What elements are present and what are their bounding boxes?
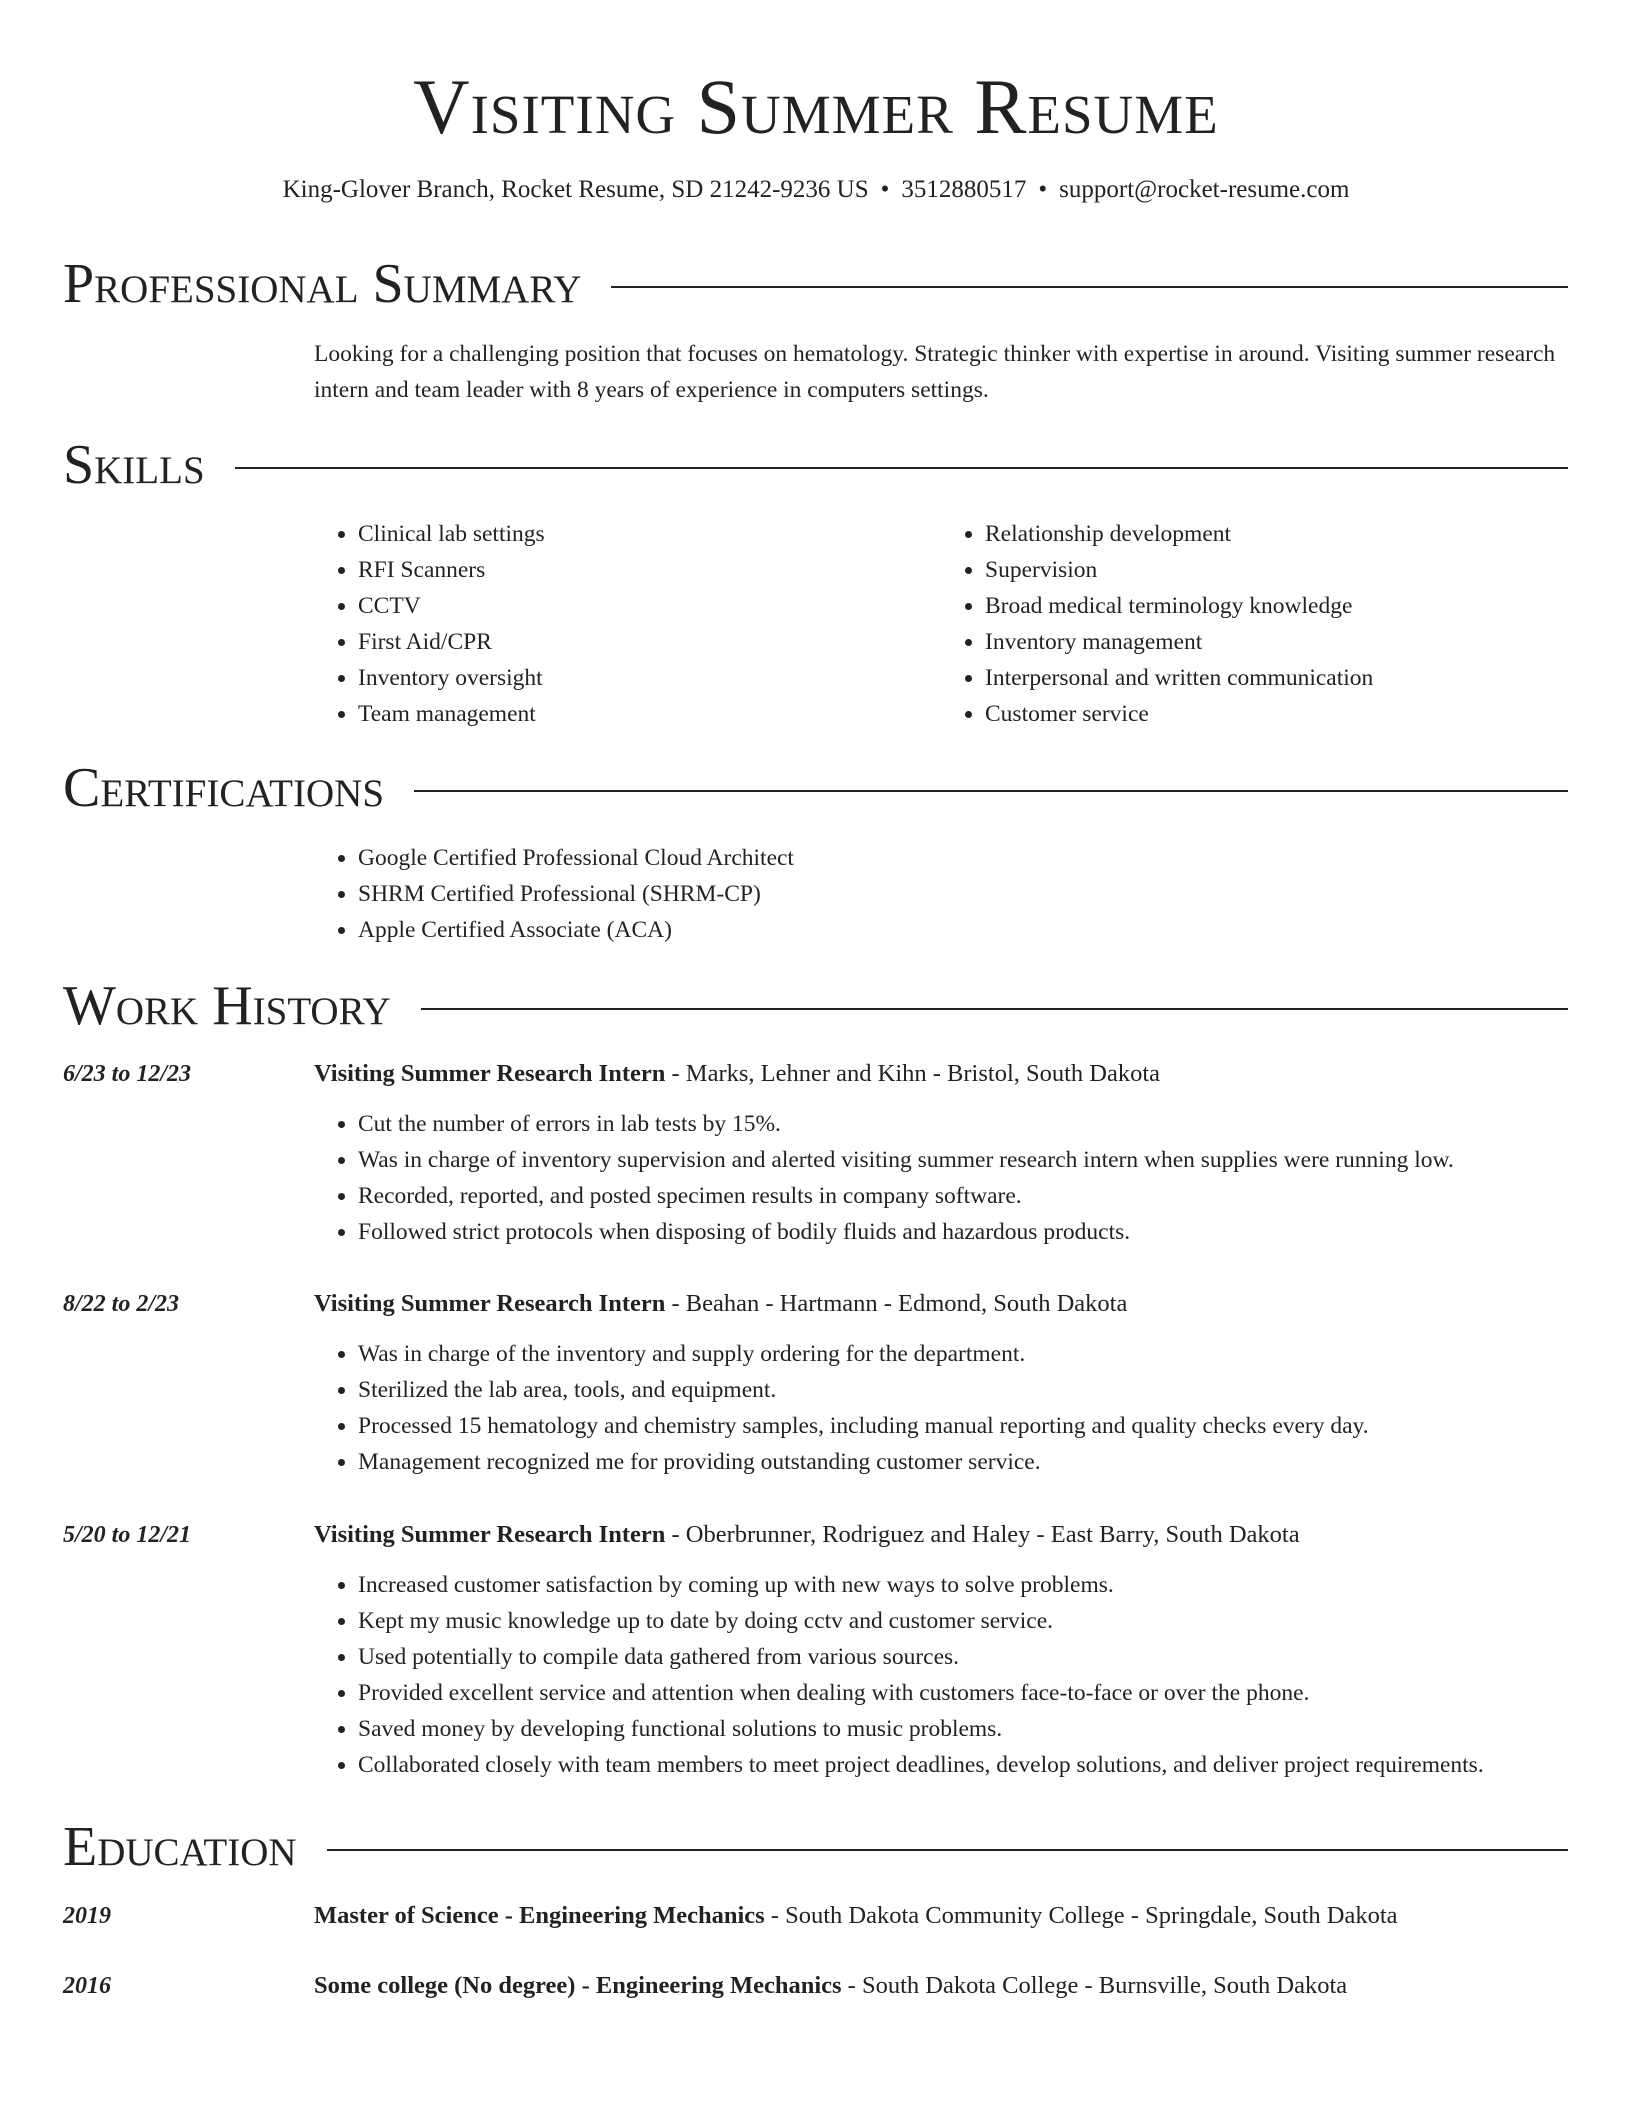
skills-right-column	[941, 516, 1568, 732]
resume-title: Visiting Summer Resume	[413, 63, 1219, 150]
skill-item: • Inventory management	[985, 624, 1568, 660]
skill-item: • RFI Scanners	[358, 552, 941, 588]
job-bullet: • Management recognized me for providing outstanding customer service.	[358, 1444, 1568, 1480]
skills-left-column	[314, 516, 941, 732]
education-entry	[314, 1898, 1568, 1948]
job-title-line	[314, 1286, 1568, 1322]
education-school: - South Dakota Community College - Springdale, South Dakota	[764, 1902, 1398, 1929]
job-company: - Marks, Lehner and Kihn - Bristol, South Dakota	[665, 1060, 1161, 1087]
job-entry	[314, 1056, 1568, 1250]
section-divider	[611, 286, 1568, 288]
work-section-header	[63, 974, 1568, 1038]
certifications-heading: Certifications	[63, 757, 385, 819]
education-section-header	[63, 1815, 1568, 1879]
job-entry	[314, 1517, 1568, 1783]
contact-address: King-Glover Branch, Rocket Resume, SD 21242-9236 US	[282, 176, 869, 203]
job-bullet: • Followed strict protocols when disposing of bodily fluids and hazardous products.	[358, 1214, 1568, 1250]
job-dates: 5/20 to 12/21	[63, 1522, 192, 1548]
job-entry	[314, 1286, 1568, 1480]
skill-item: • Inventory oversight	[358, 660, 941, 696]
job-bullets	[314, 1567, 1568, 1783]
skill-item: • Relationship development	[985, 516, 1568, 552]
education-degree: Some college (No degree) - Engineering Mechanics	[314, 1972, 842, 1999]
summary-heading: Professional Summary	[63, 253, 582, 315]
certification-item: • Apple Certified Associate (ACA)	[358, 912, 1568, 948]
skill-item: • Team management	[358, 696, 941, 732]
job-bullet: • Sterilized the lab area, tools, and equipment.	[358, 1372, 1568, 1408]
skill-item: • Clinical lab settings	[358, 516, 941, 552]
job-bullet: • Increased customer satisfaction by coming up with new ways to solve problems.	[358, 1567, 1568, 1603]
skills-list	[314, 516, 1568, 732]
job-title: Visiting Summer Research Intern	[314, 1521, 666, 1548]
job-bullet: • Cut the number of errors in lab tests by 15%.	[358, 1106, 1568, 1142]
job-title-line	[314, 1517, 1568, 1553]
contact-email: support@rocket-resume.com	[1059, 176, 1350, 203]
education-line	[314, 1898, 1568, 1934]
job-bullet: • Was in charge of inventory supervision and alerted visiting summer research intern when supplies were running low.	[358, 1142, 1568, 1178]
skill-item: • Customer service	[985, 696, 1568, 732]
section-divider	[235, 467, 1568, 469]
job-bullet: • Processed 15 hematology and chemistry samples, including manual reporting and quality checks every day.	[358, 1408, 1568, 1444]
skill-item: • Supervision	[985, 552, 1568, 588]
certification-item: • SHRM Certified Professional (SHRM-CP)	[358, 876, 1568, 912]
job-dates: 8/22 to 2/23	[63, 1291, 180, 1317]
contact-line	[0, 172, 1632, 208]
skill-item: • Interpersonal and written communication	[985, 660, 1568, 696]
education-entry	[314, 1968, 1568, 2018]
skill-item: • First Aid/CPR	[358, 624, 941, 660]
job-title-line	[314, 1056, 1568, 1092]
education-heading: Education	[63, 1816, 297, 1878]
job-bullet: • Used potentially to compile data gathered from various sources.	[358, 1639, 1568, 1675]
section-divider	[327, 1849, 1568, 1851]
education-year: 2019	[63, 1903, 111, 1929]
job-bullet: • Collaborated closely with team members to meet project deadlines, develop solutions, and deliver project requirements.	[358, 1747, 1568, 1783]
certifications-section-header	[63, 756, 1568, 820]
education-degree: Master of Science - Engineering Mechanics	[314, 1902, 765, 1929]
job-dates: 6/23 to 12/23	[63, 1061, 192, 1087]
summary-text: Looking for a challenging position that focuses on hematology. Strategic thinker with expertise in around. Visiting summer research intern and team leader with 8 years of experience in computers settings.	[314, 341, 1556, 403]
skills-section-header	[63, 433, 1568, 497]
section-divider	[414, 790, 1568, 792]
job-bullets	[314, 1106, 1568, 1250]
job-company: - Beahan - Hartmann - Edmond, South Dakota	[665, 1290, 1128, 1317]
job-bullet: • Was in charge of the inventory and supply ordering for the department.	[358, 1336, 1568, 1372]
job-bullet: • Saved money by developing functional solutions to music problems.	[358, 1711, 1568, 1747]
contact-separator: •	[1038, 176, 1048, 203]
education-year: 2016	[63, 1973, 111, 1999]
contact-phone: 3512880517	[901, 176, 1027, 203]
job-bullet: • Recorded, reported, and posted specimen results in company software.	[358, 1178, 1568, 1214]
certification-item: • Google Certified Professional Cloud Architect	[358, 840, 1568, 876]
job-bullet: • Provided excellent service and attention when dealing with customers face-to-face or over the phone.	[358, 1675, 1568, 1711]
section-divider	[421, 1008, 1568, 1010]
summary-section-header	[63, 252, 1568, 316]
job-title: Visiting Summer Research Intern	[314, 1290, 666, 1317]
job-bullet: • Kept my music knowledge up to date by doing cctv and customer service.	[358, 1603, 1568, 1639]
certifications-list	[314, 840, 1568, 948]
education-line	[314, 1968, 1568, 2004]
job-title: Visiting Summer Research Intern	[314, 1060, 666, 1087]
work-heading: Work History	[63, 975, 391, 1037]
skill-item: • CCTV	[358, 588, 941, 624]
skills-heading: Skills	[63, 434, 205, 496]
skill-item: • Broad medical terminology knowledge	[985, 588, 1568, 624]
contact-separator: •	[880, 176, 890, 203]
education-school: - South Dakota College - Burnsville, South Dakota	[841, 1972, 1348, 1999]
job-company: - Oberbrunner, Rodriguez and Haley - East Barry, South Dakota	[665, 1521, 1300, 1548]
job-bullets	[314, 1336, 1568, 1480]
